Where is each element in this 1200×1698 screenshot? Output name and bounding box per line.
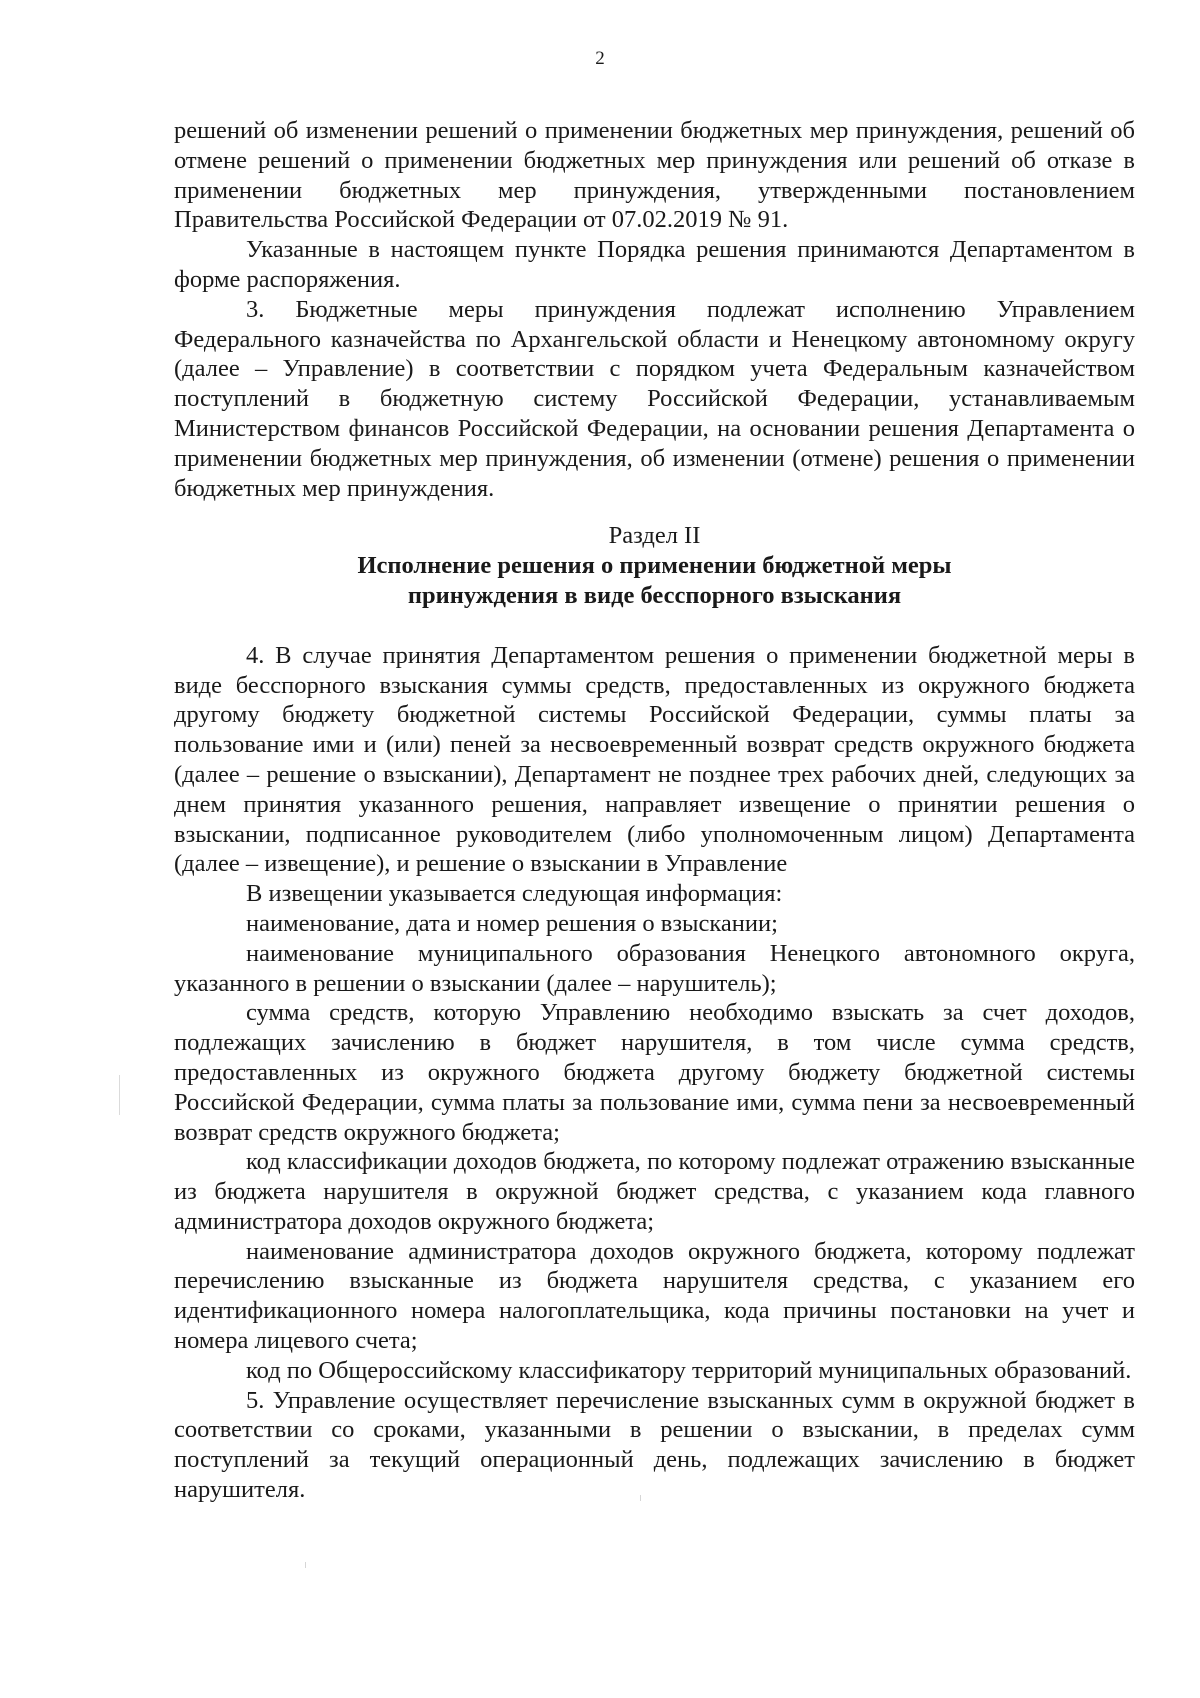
paragraph: В извещении указывается следующая информация: [246,880,783,908]
paragraph: 5. Управление осуществляет перечисление взысканных сумм в окружной бюджет в соответствии со сроками, указанными в решении о взыскании, в пределах сумм поступлений за текущий операционный день, подлежащих зачислению в бюджет нарушителя. [174,1386,1135,1504]
section-heading-line-1: Исполнение решения о применении бюджетной меры [357,552,952,580]
scan-artifact [119,1075,120,1115]
scan-artifact [640,1495,641,1501]
paragraph: 4. В случае принятия Департаментом решения о применении бюджетной меры в виде бесспорного взыскания суммы средств, предоставленных из окружного бюджета другому бюджету бюджетной системы Российской Федерации, суммы платы за пользование ими и (или) пеней за несвоевременный возврат средств окружного бюджета (далее – решение о взыскании), Департамент не позднее трех рабочих дней, следующих за днем принятия указанного решения, направляет извещение о принятии решения о взыскании, подписанное руководителем (либо уполномоченным лицом) Департамента (далее – извещение), и решение о взыскании в Управление [174,641,1135,878]
page-number: 2 [595,48,605,69]
paragraphs-bottom [174,641,1135,1505]
paragraph: 3. Бюджетные меры принуждения подлежат исполнению Управлением Федерального казначейства по Архангельской области и Ненецкому автономному округу (далее – Управление) в соответствии с порядком учета Федеральным казначейством поступлений в бюджетную систему Российской Федерации, устанавливаемым Министерством финансов Российской Федерации, на основании решения Департамента о применении бюджетных мер принуждения, об изменении (отмене) решения о применении бюджетных мер принуждения. [174,295,1135,502]
paragraph: наименование, дата и номер решения о взыскании; [246,909,778,937]
paragraph: наименование администратора доходов окружного бюджета, которому подлежат перечислению взысканные из бюджета нарушителя средства, с указанием его идентификационного номера налогоплательщика, кода причины постановки на учет и номера лицевого счета; [174,1237,1135,1355]
paragraph: Указанные в настоящем пункте Порядка решения принимаются Департаментом в форме распоряжения. [174,236,1135,293]
section-label: Раздел II [608,522,701,550]
section-heading-line-2: принуждения в виде бесспорного взыскания [407,581,902,609]
paragraph: наименование муниципального образования Ненецкого автономного округа, указанного в решении о взыскании (далее – нарушитель); [174,939,1135,997]
document-body [174,116,1135,1505]
paragraphs-top [174,116,1135,503]
scan-artifact [305,1562,306,1568]
paragraph: решений об изменении решений о применении бюджетных мер принуждения, решений об отмене решений о применении бюджетных мер принуждения или решений об отказе в применении бюджетных мер принуждения, утвержденными постановлением Правительства Российской Федерации от 07.02.2019 № 91. [174,117,1135,234]
paragraph: код классификации доходов бюджета, по которому подлежат отражению взысканные из бюджета нарушителя в окружной бюджет средства, с указанием кода главного администратора доходов окружного бюджета; [174,1148,1135,1235]
paragraph: код по Общероссийскому классификатору территорий муниципальных образований. [246,1356,1132,1384]
section-header [174,521,1135,610]
paragraph: сумма средств, которую Управлению необходимо взыскать за счет доходов, подлежащих зачислению в бюджет нарушителя, в том числе сумма средств, предоставленных из окружного бюджета другому бюджету бюджетной системы Российской Федерации, сумма платы за пользование ими, сумма пени за несвоевременный возврат средств окружного бюджета; [174,999,1135,1146]
section-heading [174,551,1135,611]
